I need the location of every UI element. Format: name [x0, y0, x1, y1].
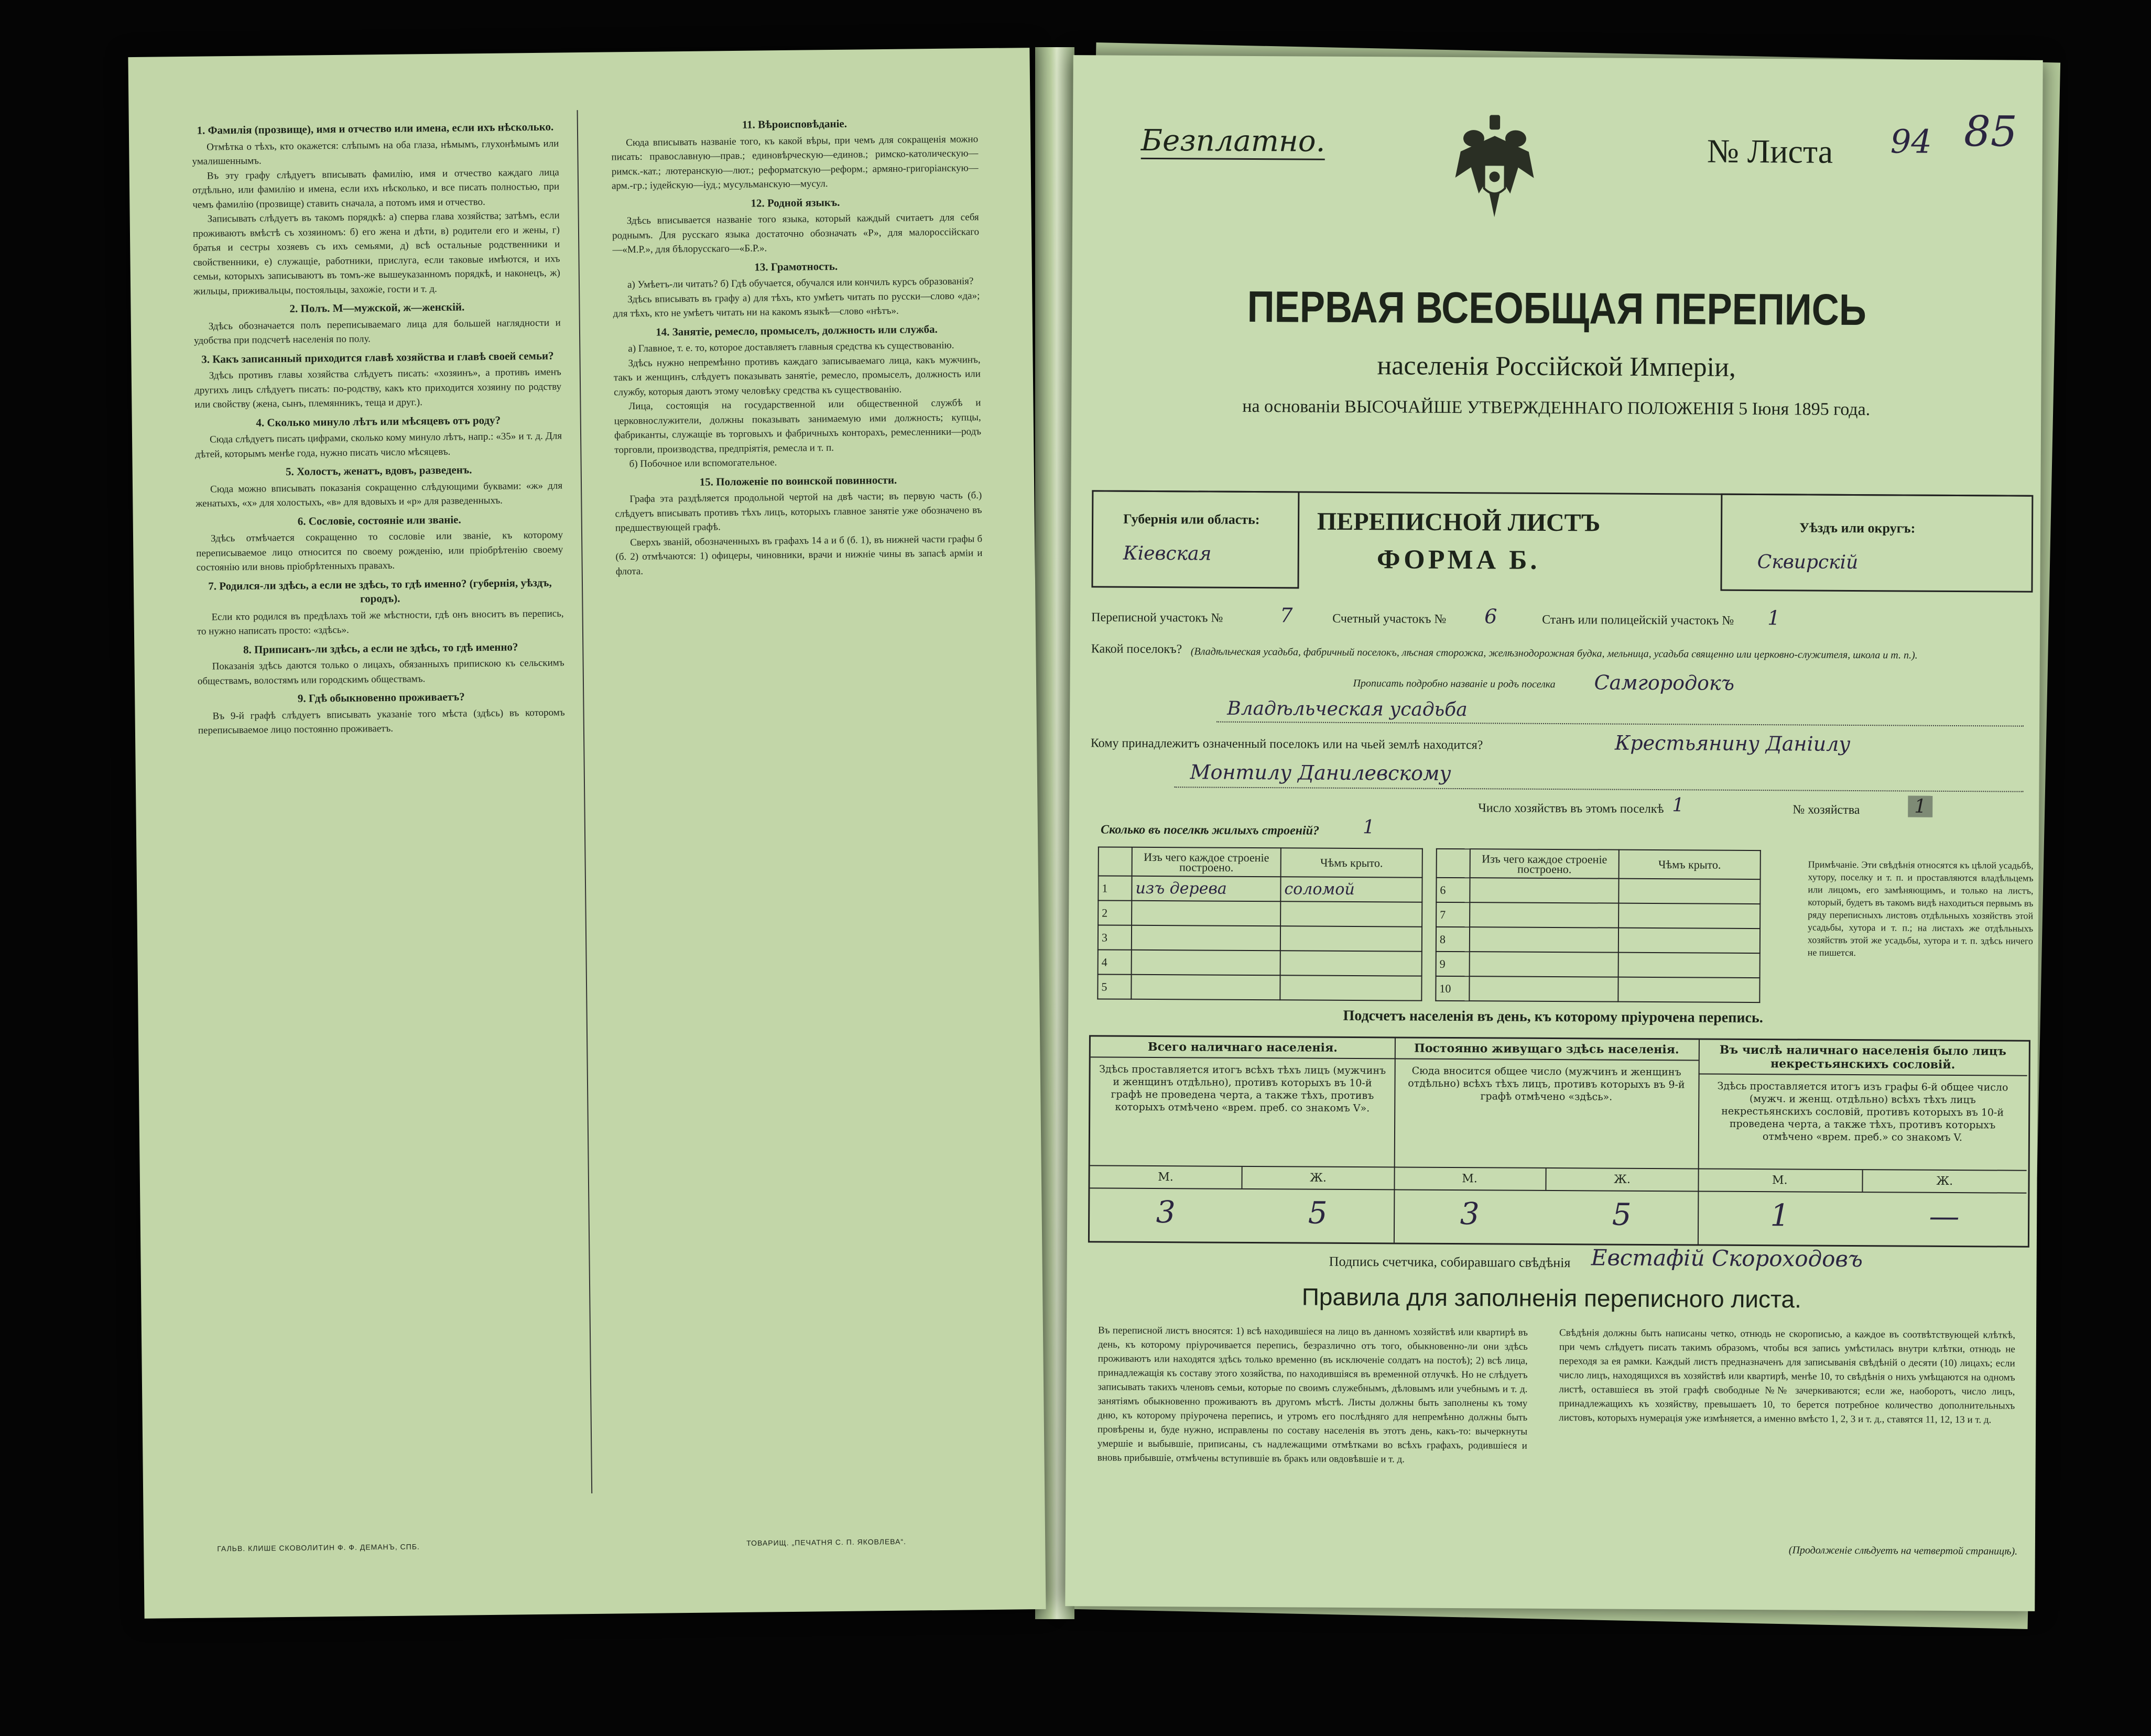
instruction-text: Здѣсь нужно непремѣнно противъ каждаго записываемаго лица, какъ мужчинъ, такъ и женщинъ, слѣдуетъ показывать занятіе, ремесло, промыселъ, должность или службу, которыя даютъ этому человѣку средства къ существованію.: [613, 354, 981, 398]
instruction-heading: 14. Занятіе, ремесло, промыселъ, должность или служба.: [656, 322, 938, 339]
male-count: 3: [1460, 1196, 1480, 1232]
census-title: ПЕРВАЯ ВСЕОБЩАЯ ПЕРЕПИСЬ: [1247, 281, 1867, 335]
rules-title: Правила для заполненія переписного листа.: [1301, 1283, 1802, 1313]
signature-label: Подпись счетчика, собиравшаго свѣдѣнія: [1329, 1253, 1571, 1271]
female-count: 5: [1612, 1196, 1632, 1232]
building-row: [1098, 974, 1421, 1000]
population-col-nonpeasant: [1698, 1040, 2027, 1246]
female-count: 5: [1308, 1195, 1328, 1231]
household-number-value: 1: [1908, 796, 1932, 817]
census-subtitle: населенія Россійской Имперіи,: [1377, 351, 1736, 383]
row-number: 2: [1098, 900, 1132, 925]
building-row: [1098, 900, 1422, 926]
left-page-instructions: [128, 48, 1046, 1619]
instruction-text: Сверхъ званій, обозначенныхъ въ графахъ 14 а и б (б. 1), въ нижней части графы б (б. 2) отмѣчаются: 1) офицеры, чиновники, врачи и нижніе чины въ запасѣ арміи и флота.: [615, 533, 983, 577]
signature-value: Евстафій Скороходовъ: [1591, 1244, 1863, 1272]
form-title: ПЕРЕПИСНОЙ ЛИСТЪ: [1317, 507, 1601, 537]
building-material: изъ дерева: [1132, 876, 1280, 901]
column-divider: [577, 110, 593, 1493]
printer-credit-right: ТОВАРИЩ. „ПЕЧАТНЯ С. П. ЯКОВЛЕВА“.: [746, 1537, 907, 1547]
right-page-census-form: [1065, 55, 2043, 1611]
roof-header: Чѣмъ крыто.: [1619, 850, 1761, 879]
building-roof: [1618, 928, 1760, 953]
building-row: [1098, 925, 1422, 951]
uezd-value: Сквирскій: [1757, 551, 1859, 574]
owner-value-1: Крестьянину Даніилу: [1614, 731, 1851, 756]
instructions-column-2: [611, 111, 993, 1503]
building-material: [1470, 927, 1618, 952]
instruction-heading: 12. Родной языкъ.: [751, 195, 840, 210]
building-material: [1470, 952, 1618, 977]
instruction-text: Отмѣтка о тѣхъ, кто окажется: слѣпымъ на оба глаза, нѣмымъ, глухонѣмымъ или умалишеннымъ.: [192, 137, 559, 167]
building-roof: [1280, 901, 1422, 926]
male-label: М.: [1090, 1166, 1242, 1188]
sheet-number-label: № Листа: [1707, 132, 1833, 170]
district-label: Переписной участокъ №: [1091, 610, 1223, 625]
instruction-text: Здѣсь вписывать въ графу а) для тѣхъ, кто умѣетъ читать по русски—слово «да»; для тѣхъ, кто не умѣетъ читать ни на какомъ языкѣ—слово «нѣтъ».: [613, 290, 980, 320]
instruction-text: Здѣсь отмѣчается сокращенно то сословіе или званіе, къ которому переписываемое лицо относится по своему рожденію, или пріобрѣтенію своему состоянію или вновь пріобрѣтенныхъ правахъ.: [196, 529, 563, 573]
instruction-heading: 7. Родился-ли здѣсь, а если не здѣсь, то гдѣ именно? (губернія, уѣздъ, городъ).: [208, 576, 552, 605]
buildings-value: 1: [1362, 816, 1375, 838]
row-number: 4: [1098, 949, 1132, 974]
female-label: Ж.: [1936, 1174, 1953, 1188]
owner-value-2: Монтилу Данилевскому: [1190, 760, 1451, 785]
instruction-text: Записывать слѣдуетъ въ такомъ порядкѣ: а) сперва глава хозяйства; затѣмъ, если проживаютъ вмѣстѣ съ хозяиномъ: б) его жена и дѣти, в) родители его и жены, г) братья и сестры хозяевъ съ ихъ семьями, д) всѣ остальные родственники и свойственники, е) служащіе, работники, прислуга, если таковые имѣются, и ихъ семьи, которыхъ записываютъ въ томъ-же вышеуказанномъ порядкѣ, и наконецъ, ж) жильцы, приживальцы, постояльцы, захожіе, гости и т. д.: [192, 210, 560, 297]
uezd-box: [1720, 494, 2033, 593]
building-material: [1132, 925, 1280, 951]
instruction-heading: 6. Сословіе, состояніе или званіе.: [297, 512, 461, 528]
instruction-heading: 3. Какъ записанный приходится главѣ хозяйства и главѣ своей семьи?: [201, 349, 554, 366]
pop-head: Всего наличнаго населенія.: [1091, 1036, 1395, 1059]
gubernia-box: [1091, 490, 1299, 588]
material-header: Изъ чего каждое строеніе построено.: [1132, 847, 1281, 877]
instruction-text: Въ 9-й графѣ слѣдуетъ вписывать указаніе того мѣста (здѣсь) въ которомъ переписываемое лицо постоянно проживаетъ.: [198, 706, 565, 736]
building-roof: [1618, 977, 1759, 1002]
instruction-text: а) Главное, т. е. то, которое доставляетъ главныя средства къ существованію.: [628, 340, 954, 355]
instruction-text: Сюда можно вписывать показанія сокращенно слѣдующими буквами: «ж» для женатыхъ, «х» для холостыхъ, «в» для вдовыхъ и «р» для разведенныхъ.: [195, 479, 563, 509]
instruction-text: Въ эту графу слѣдуетъ вписывать фамилію, имя и отчество каждаго лица отдѣльно, или фамилію и имена, если ихъ нѣсколько, и все писать полностью, при чемъ фамилію (прозвище) ставить сначала, а потомъ имя и отчество.: [192, 166, 560, 211]
population-table: [1088, 1035, 2030, 1247]
buildings-table-right: [1435, 848, 1761, 1003]
building-material: [1132, 901, 1280, 926]
instruction-text: Здѣсь противъ главы хозяйства слѣдуетъ писать: «хозяинъ», а противъ именъ другихъ лицъ слѣдуетъ писать: по-родству, какъ кто приходится хозяину по родству или свойству (жена, сынъ, племянникъ, теща и друг.).: [194, 366, 562, 410]
pop-head: Постоянно живущаго здѣсь населенія.: [1395, 1038, 1699, 1061]
male-label: М.: [1394, 1167, 1546, 1190]
gubernia-label: Губернія или область:: [1123, 511, 1260, 528]
building-material: [1470, 902, 1618, 927]
rules-column-right: Свѣдѣнія должны быть написаны четко, отнюдь не скорописью, а каждое въ соотвѣтствующей клѣткѣ, при чемъ слѣдуетъ писать такимъ образомъ, чтобы вся запись умѣстилась внутри клѣтки, отнюдь не переходя за ея рамки. Каждый листъ предназначенъ для записыванія свѣдѣній о десяти (10) лицахъ; если число лицъ, находящихся въ хозяйствѣ или квартирѣ, менѣе 10, то свѣдѣнія о нихъ умѣщаются на одномъ листѣ, оставшіеся въ этой графѣ свободные №№ зачеркиваются; если же, наоборотъ, число лицъ, принадлежащихъ къ хозяйству, превышаетъ 10, то берется потребное количество дополнительныхъ листовъ, которыхъ нумерація уже измѣняется, а именно вмѣсто 1, 2, 3 и т. д., ставятся 11, 12, 13 и т. д.: [1559, 1327, 2016, 1426]
pop-desc: Здѣсь проставляется итогъ всѣхъ тѣхъ лицъ (мужчинъ и женщинъ отдѣльно), противъ которыхъ въ 10-й графѣ не проведена черта, а также тѣхъ, противъ которыхъ отмѣчено «врем. преб. со знакомъ V».: [1099, 1063, 1386, 1115]
instruction-heading: 13. Грамотность.: [754, 259, 838, 274]
stan-value: 1: [1767, 606, 1780, 630]
settlement-hint: (Владѣльческая усадьба, фабричный поселокъ, лѣсная сторожка, желѣзнодорожная будка, мельница, усадьба священно или церковно-служителя, школа и т. п.).: [1190, 646, 1918, 661]
building-row: [1436, 902, 1760, 929]
instruction-text: а) Умѣетъ-ли читать? б) Гдѣ обучается, обучался или кончилъ курсъ образованія?: [627, 276, 974, 291]
blank-header: [1099, 847, 1132, 876]
stan-label: Станъ или полицейскій участокъ №: [1542, 613, 1734, 628]
building-roof: [1280, 926, 1422, 951]
instruction-heading: 9. Гдѣ обыкновенно проживаетъ?: [297, 690, 465, 705]
building-roof: [1618, 879, 1760, 904]
building-material: [1469, 976, 1618, 1001]
row-number: 7: [1436, 902, 1470, 927]
sheet-number-value: 94: [1890, 122, 1932, 161]
settlement-kind: Владѣльческая усадьба: [1227, 697, 1468, 721]
instruction-heading: 8. Приписанъ-ли здѣсь, а если не здѣсь, то гдѣ именно?: [243, 640, 518, 656]
instruction-heading: 5. Холостъ, женатъ, вдовъ, разведенъ.: [285, 463, 472, 478]
buildings-label: Сколько въ поселкѣ жилыхъ строеній?: [1100, 823, 1320, 838]
row-number: 3: [1098, 925, 1132, 949]
row-number: 8: [1436, 927, 1470, 952]
buildings-note: Примѣчаніе. Эти свѣдѣнія относятся къ цѣлой усадьбѣ, хутору, поселку и т. п. и проставляются владѣльцемъ или лицомъ, его замѣняющимъ, и только на листъ, который, будетъ въ такомъ видѣ находиться первымъ въ ряду переписныхъ листовъ отдѣльныхъ хозяйствъ этой усадьбы, хутора и т. п.; на листахъ же отдѣльныхъ хозяйствъ этой же усадьбы, хутора и т. п. здѣсь ничего не пишется.: [1807, 859, 2034, 958]
population-col-present: [1090, 1036, 1396, 1242]
building-roof: [1618, 903, 1760, 929]
blank-header: [1437, 849, 1470, 878]
population-col-resident: [1394, 1038, 1700, 1244]
instruction-heading: 2. Полъ. М—мужской, ж—женскій.: [289, 300, 465, 315]
gubernia-value: Кіевская: [1123, 542, 1212, 565]
pop-desc: Сюда вносится общее число (мужчинъ и женщинъ отдѣльно) всѣхъ тѣхъ лицъ, противъ которыхъ въ 9-й графѣ отмѣчено «здѣсь».: [1408, 1065, 1685, 1103]
male-count: 1: [1770, 1197, 1790, 1233]
male-count: 3: [1156, 1194, 1176, 1230]
male-label: М.: [1698, 1169, 1863, 1192]
pop-head: Въ числѣ наличнаго населенія было лицъ некрестьянскихъ сословій.: [1699, 1040, 2027, 1076]
row-number: 6: [1436, 878, 1470, 902]
owner-label: Кому принадлежитъ означенный поселокъ или на чьей землѣ находится?: [1090, 736, 1483, 752]
pop-desc: Здѣсь проставляется итогъ изъ графы 6-й общее число (мужч. и женщ. отдѣльно) всѣхъ тѣхъ лицъ некрестьянскихъ сословій, противъ которыхъ въ 10-й проведена черта, а также тѣхъ, противъ которыхъ отмѣчено «врем. преб.» со знакомъ V.: [1717, 1080, 2008, 1144]
settlement-label: Какой поселокъ?: [1091, 642, 1182, 657]
uezd-label: Уѣздъ или округъ:: [1799, 520, 1916, 536]
instruction-heading: 15. Положеніе по воинской повинности.: [699, 473, 897, 488]
instruction-text: Показанія здѣсь даются только о лицахъ, обязанныхъ припискою къ сельскимъ обществамъ, волостямъ или городскимъ обществамъ.: [197, 657, 564, 687]
printer-credit-left: ГАЛЬВ. КЛИШЕ СКОВОЛИТИН Ф. Ф. ДЕМАНЪ, СПБ.: [217, 1542, 420, 1553]
building-row: [1436, 878, 1760, 904]
building-material: [1131, 975, 1280, 1000]
row-number: 10: [1436, 976, 1469, 1001]
building-material: [1132, 950, 1280, 975]
legal-basis: на основаніи ВЫСОЧАЙШЕ УТВЕРЖДЕННАГО ПОЛОЖЕНІЯ 5 Іюня 1895 года.: [1242, 396, 1871, 420]
buildings-table-left: [1097, 846, 1423, 1001]
building-row: [1098, 876, 1422, 902]
row-number: 5: [1098, 974, 1131, 999]
sheet-number-correction: 85: [1963, 107, 2018, 156]
count-district-value: 6: [1484, 605, 1497, 628]
form-subtitle: ФОРМА Б.: [1376, 544, 1540, 575]
instruction-text: Здѣсь вписывается названіе того языка, который каждый считаетъ для себя роднымъ. Для русскаго языка достаточно обозначать «Р», для малороссійскаго—«М.Р.», для бѣлорусскаго—«Б.Р.».: [612, 212, 980, 256]
instruction-text: Сюда слѣдуетъ писать цифрами, сколько кому минуло лѣтъ, напр.: «35» и т. д. Для дѣтей, которымъ менѣе года, нужно писать число мѣсяцевъ.: [195, 430, 562, 460]
instruction-heading: 1. Фамилія (прозвище), имя и отчество или имена, если ихъ нѣсколько.: [197, 120, 554, 137]
settlement-kind-line: [1216, 722, 2024, 727]
district-value: 7: [1280, 604, 1293, 627]
female-label: Ж.: [1614, 1173, 1631, 1186]
instruction-text: Лица, состоящія на государственной или общественной службѣ и церковнослужители, должны показывать занимаемую ими должность; купцы, фабриканты, служащіе въ торговыхъ и фабричныхъ конторахъ, ремесленники—родъ торговли, производства, предпріятія, ремесла и т. п.: [614, 397, 982, 455]
double-headed-eagle-emblem: [1450, 115, 1539, 220]
building-row: [1098, 949, 1422, 976]
households-value: 1: [1672, 794, 1685, 816]
building-roof: [1618, 953, 1760, 978]
rules-column-left: Въ переписной листъ вносятся: 1) всѣ находившіеся на лицо въ данномъ хозяйствѣ или квартирѣ въ день, къ которому пріурочивается перепись, безразлично отъ того, обыкновенно-ли они здѣсь проживаютъ или находятся здѣсь только временно (въ исключеніе солдатъ на постоѣ); 2) всѣ лица, принадлежащія къ составу этого хозяйства, по находившіяся въ временной отлучкѣ. Но не слѣдуетъ записывать такихъ членовъ семьи, которые по своимъ служебнымъ, дѣловымъ или учебнымъ и т. д. занятіямъ обыкновенно проживаютъ въ другомъ мѣстѣ. Листы должны быть заполнены къ тому дню, къ которому пріурочена перепись, и утромъ его послѣдняго для непремѣнно должны быть провѣрены и, буде нужно, исправлены по составу населенія въ этотъ день, какъ-то: вычеркнуты умершіе и выбывшіе, приписаны, съ надлежащими отмѣтками во всѣхъ графахъ, родившіеся и вновь прибывшіе, отмѣчены вступившіе въ бракъ или овдовѣвшіе и т. д.: [1097, 1325, 1528, 1465]
roof-header: Чѣмъ крыто.: [1281, 848, 1422, 877]
building-roof: соломой: [1280, 877, 1422, 902]
building-material: [1470, 878, 1618, 903]
households-label: Число хозяйствъ въ этомъ поселкѣ: [1478, 801, 1664, 816]
building-roof: [1280, 975, 1421, 1000]
instruction-text: Если кто родился въ предѣлахъ той же мѣстности, гдѣ онъ вноситъ въ перепись, то нужно написать просто: «здѣсь».: [197, 607, 564, 637]
building-roof: [1280, 951, 1422, 976]
instruction-text: Сюда вписывать названіе того, къ какой вѣры, при чемъ для сокращенія можно писать: православную—прав.; единовѣрческую—единов.; римско-католическую—римск.-кат.; лютеранскую—лют.; реформатскую—реформ.; армяно-григоріанскую—арм.-гр.; іудейскую—іуд.; мусульманскую—мусул.: [611, 133, 979, 192]
instruction-text: Графа эта раздѣляется продольной чертой на двѣ части; въ первую часть (б.) слѣдуетъ вписывать противъ тѣхъ лицъ, которыхъ главное занятіе уже обозначено въ предшествующей графѣ.: [615, 490, 982, 534]
instruction-text: б) Побочное или вспомогательное.: [629, 457, 777, 470]
count-district-label: Счетный участокъ №: [1332, 612, 1447, 626]
continued-note: (Продолженіе слѣдуетъ на четвертой страницѣ).: [1788, 1544, 2018, 1557]
household-number-label: № хозяйства: [1792, 803, 1860, 817]
instruction-heading: 11. Вѣроисповѣданіе.: [742, 117, 848, 131]
instruction-text: Здѣсь обозначается полъ переписываемаго лица для большей наглядности и удобства при подсчетѣ населенія по полу.: [194, 316, 561, 346]
settlement-hint-2: Прописать подробно названіе и родъ поселка: [1353, 677, 1556, 691]
building-row: [1436, 927, 1760, 953]
female-count: —: [1929, 1198, 1960, 1235]
building-row: [1436, 952, 1760, 978]
instructions-column-1: [192, 115, 573, 1508]
owner-line: [1174, 787, 2023, 792]
instruction-heading: 4. Сколько минуло лѣтъ или мѣсяцевъ отъ роду?: [256, 413, 501, 429]
population-count-title: Подсчетъ населенія въ день, къ которому пріурочена перепись.: [1343, 1007, 1763, 1027]
row-number: 1: [1098, 876, 1132, 900]
settlement-name: Самгородокъ: [1594, 671, 1735, 695]
free-label: Безплатно.: [1141, 124, 1326, 160]
row-number: 9: [1436, 952, 1470, 976]
building-row: [1436, 976, 1759, 1002]
material-header: Изъ чего каждое строеніе построено.: [1470, 849, 1619, 878]
female-label: Ж.: [1310, 1171, 1327, 1185]
